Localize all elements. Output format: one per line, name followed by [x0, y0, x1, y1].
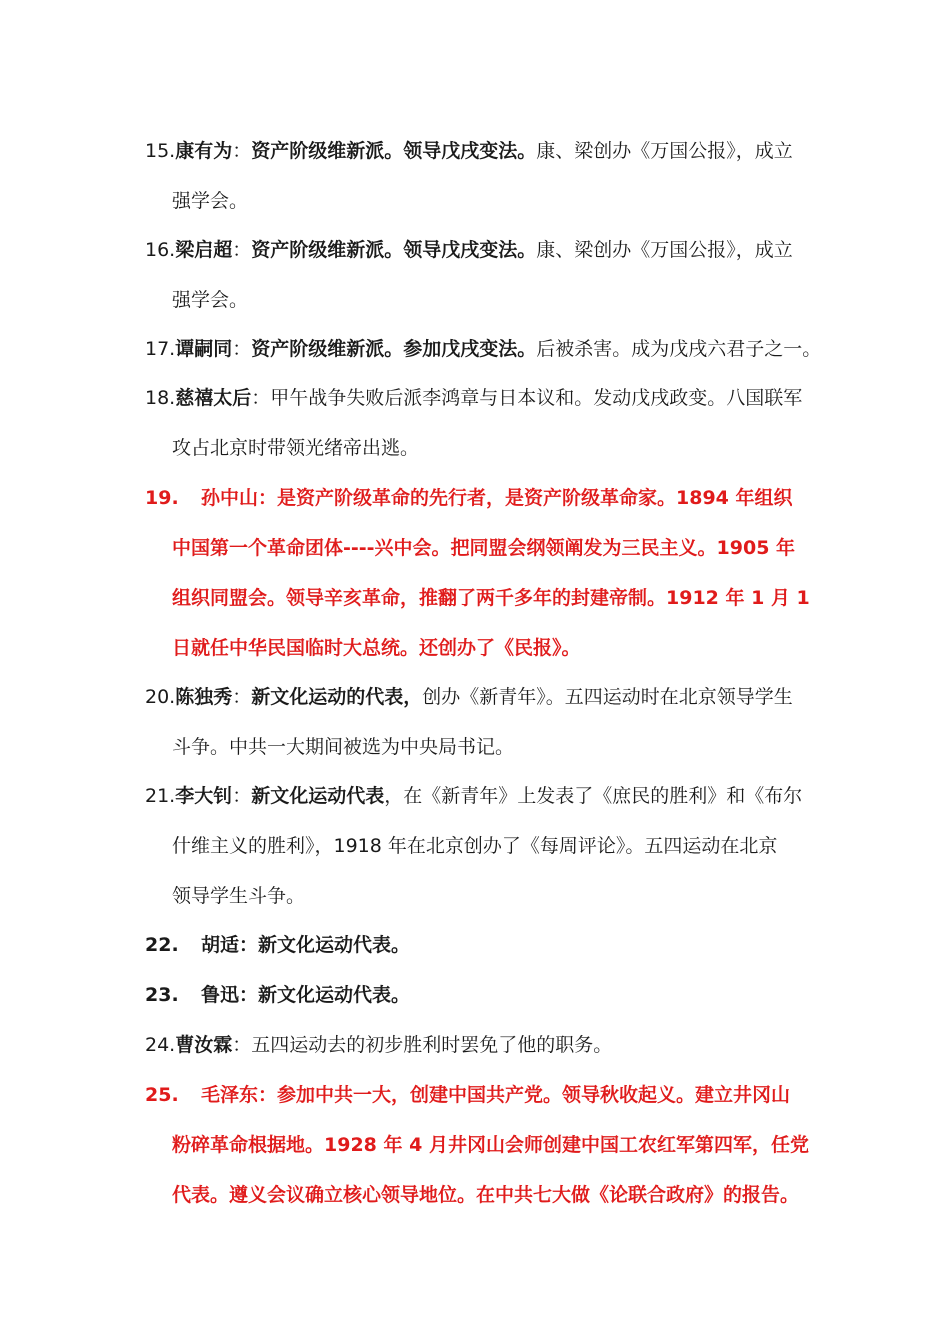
body-text: 康、梁创办《万国公报》，成立: [536, 239, 793, 261]
bold-text: 资产阶级维新派。领导戊戌变法。: [251, 239, 537, 261]
line: [145, 373, 835, 423]
list-item-17: [145, 324, 835, 374]
body-text: 后被杀害。成为戊戌六君子之一。: [536, 338, 822, 360]
separator: ：: [232, 239, 252, 261]
list-item-19: [145, 473, 835, 673]
continuation-line: 领导学生斗争。: [172, 885, 306, 907]
item-number: 23.: [145, 984, 179, 1006]
continuation-line: 组织同盟会。领导辛亥革命，推翻了两千多年的封建帝制。1912 年 1 月 1: [172, 587, 810, 609]
separator: ：: [232, 1034, 252, 1056]
list-item-16: [145, 225, 835, 325]
separator: ：: [232, 686, 252, 708]
bold-text: 新文化运动代表: [251, 785, 385, 807]
bold-text: 资产阶级维新派。领导戊戌变法。: [251, 140, 537, 162]
line: [145, 970, 835, 1020]
highlight-text: 孙中山：是资产阶级革命的先行者，是资产阶级革命家。1894 年组织: [201, 487, 793, 509]
item-number: 17.: [145, 338, 176, 360]
separator: ：: [251, 387, 271, 409]
separator: ：: [232, 338, 252, 360]
item-number: 20.: [145, 686, 176, 708]
continuation-line: 攻占北京时带领光绪帝出逃。: [172, 437, 420, 459]
item-number: 22.: [145, 934, 179, 956]
highlight-text: 毛泽东：参加中共一大，创建中国共产党。领导秋收起义。建立井冈山: [201, 1084, 791, 1106]
line: [145, 324, 835, 374]
item-number: 25.: [145, 1084, 179, 1106]
person-name: 康有为: [175, 140, 233, 162]
person-name: 谭嗣同: [175, 338, 233, 360]
line: [145, 771, 835, 821]
list-item-21: [145, 771, 835, 921]
bold-text: 新文化运动的代表，: [251, 686, 423, 708]
body-text: 五四运动去的初步胜利时罢免了他的职务。: [251, 1034, 613, 1056]
person-name: 慈禧太后: [175, 387, 252, 409]
bold-text: 鲁迅：新文化运动代表。: [201, 984, 411, 1006]
continuation-line: 中国第一个革命团体----兴中会。把同盟会纲领阐发为三民主义。1905 年: [172, 537, 796, 559]
continuation-line: 粉碎革命根据地。1928 年 4 月井冈山会师创建中国工农红军第四军，任党: [172, 1134, 809, 1156]
separator: ：: [232, 785, 252, 807]
list-item-20: [145, 672, 835, 772]
item-number: 16.: [145, 239, 176, 261]
body-text: 甲午战争失败后派李鸿章与日本议和。发动戊戌政变。八国联军: [270, 387, 803, 409]
line: [145, 920, 835, 970]
body-text: 创办《新青年》。五四运动时在北京领导学生: [422, 686, 793, 708]
list-item-15: [145, 126, 835, 226]
person-name: 曹汝霖: [175, 1034, 233, 1056]
bold-text: 胡适：新文化运动代表。: [201, 934, 411, 956]
line: [145, 1020, 835, 1070]
body-text: ，在《新青年》上发表了《庶民的胜利》和《布尔: [384, 785, 803, 807]
person-name: 李大钊: [175, 785, 233, 807]
line: [145, 1070, 835, 1120]
item-number: 21.: [145, 785, 176, 807]
body-text: 康、梁创办《万国公报》，成立: [536, 140, 793, 162]
list-item-22: [145, 920, 835, 970]
continuation-line: 斗争。中共一大期间被选为中央局书记。: [172, 736, 515, 758]
item-number: 15.: [145, 140, 176, 162]
list-item-24: [145, 1020, 835, 1070]
line: [145, 126, 835, 176]
line: [145, 473, 835, 523]
item-number: 24.: [145, 1034, 176, 1056]
continuation-line: 强学会。: [172, 190, 249, 212]
list-item-18: [145, 373, 835, 473]
person-name: 陈独秀: [175, 686, 233, 708]
line: [145, 672, 835, 722]
bold-text: 资产阶级维新派。参加戊戌变法。: [251, 338, 537, 360]
person-name: 梁启超: [175, 239, 233, 261]
line: [145, 225, 835, 275]
list-item-25: [145, 1070, 835, 1220]
continuation-line: 强学会。: [172, 289, 249, 311]
list-item-23: [145, 970, 835, 1020]
continuation-line: 什维主义的胜利》，1918 年在北京创办了《每周评论》。五四运动在北京: [172, 835, 778, 857]
continuation-line: 代表。遵义会议确立核心领导地位。在中共七大做《论联合政府》的报告。: [172, 1184, 800, 1206]
continuation-line: 日就任中华民国临时大总统。还创办了《民报》。: [172, 637, 581, 659]
item-number: 19.: [145, 487, 179, 509]
item-number: 18.: [145, 387, 176, 409]
separator: ：: [232, 140, 252, 162]
